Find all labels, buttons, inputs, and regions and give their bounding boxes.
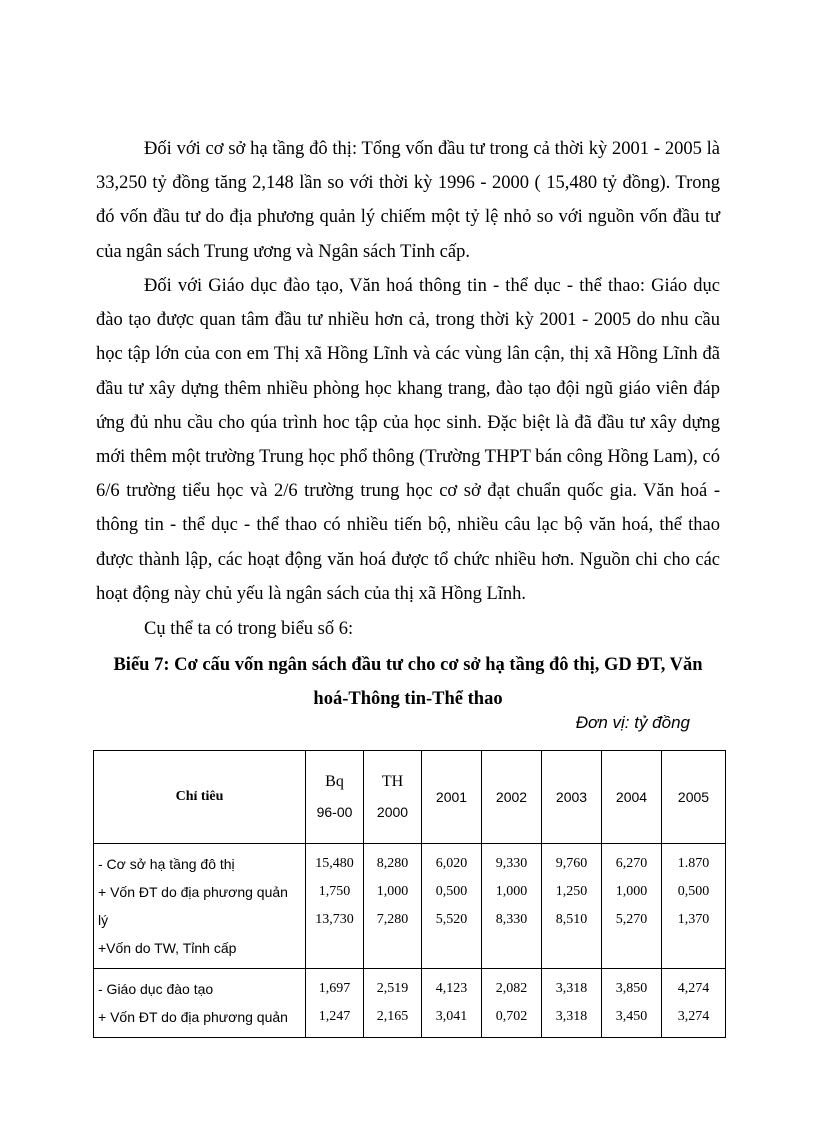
table-header-row — [94, 751, 726, 844]
row1-th — [364, 844, 422, 969]
header-bq-bottom: 96-00 — [316, 804, 353, 820]
value: 1.870 — [677, 856, 710, 871]
value: 1,000 — [376, 884, 409, 899]
value: 1,370 — [677, 912, 710, 927]
value: 1,247 — [318, 1009, 351, 1024]
header-2002: 2002 — [482, 751, 542, 844]
paragraph-infrastructure: Đối với cơ sở hạ tầng đô thị: Tổng vốn đầu tư trong cả thời kỳ 2001 - 2005 là 33,250 tỷ đồng tăng 2,148 lần so với thời kỳ 1996 - 2000 ( 15,480 tỷ đồng). Trong đó vốn đầu tư do địa phương quản lý chiếm một tỷ lệ nhỏ so với nguồn vốn đầu tư của ngân sách Trung ương và Ngân sách Tỉnh cấp. — [96, 139, 720, 262]
value: 8,330 — [495, 912, 528, 927]
value: 0,500 — [435, 884, 468, 899]
header-bq-top: Bq — [325, 773, 344, 790]
investment-table — [93, 750, 726, 1038]
row2-sublabel: + Vốn ĐT do địa phương quản — [98, 1009, 288, 1025]
table-row-infrastructure — [94, 844, 726, 969]
header-2004: 2004 — [602, 751, 662, 844]
header-th-top: TH — [381, 773, 404, 790]
value: 9,760 — [555, 856, 588, 871]
row1-2004 — [602, 844, 662, 969]
header-th-bottom: 2000 — [376, 804, 409, 820]
row1-sublabel: + Vốn ĐT do địa phương quản — [98, 884, 288, 900]
header-bq — [306, 751, 364, 844]
header-th — [364, 751, 422, 844]
row2-2002 — [482, 969, 542, 1038]
value: 0,500 — [677, 884, 710, 899]
row1-sublabel-cont: lý — [98, 912, 109, 928]
value: 2,082 — [495, 981, 528, 996]
row2-2001 — [422, 969, 482, 1038]
row1-sublabel-2: +Vốn do TW, Tỉnh cấp — [98, 940, 237, 956]
paragraph-education: Đối với Giáo dục đào tạo, Văn hoá thông tin - thể dục - thể thao: Giáo dục đào tạo được quan tâm đầu tư nhiều hơn cả, trong thời kỳ 2001 - 2005 do nhu cầu học tập lớn của con em Thị xã Hồng Lĩnh và các vùng lân cận, thị xã Hồng Lĩnh đã đầu tư xây dựng thêm nhiều phòng học khang trang, đào tạo đội ngũ giáo viên đáp ứng đủ nhu cầu cho qúa trình hoc tập của học sinh. Đặc biệt là đã đầu tư xây dựng mới thêm một trường Trung học phổ thông (Trường THPT bán công Hồng Lam), có 6/6 trường tiểu học và 2/6 trường trung học cơ sở đạt chuẩn quốc gia. Văn hoá - thông tin - thể dục - thể thao có nhiều tiến bộ, nhiều câu lạc bộ văn hoá, thể thao được thành lập, các hoạt động văn hoá được tổ chức nhiều hơn. Nguồn chi cho các hoạt động này chủ yếu là ngân sách của thị xã Hồng Lĩnh. — [96, 276, 720, 604]
row2-bq — [306, 969, 364, 1038]
value: 9,330 — [495, 856, 528, 871]
unit-label: Đơn vị: tỷ đồng — [575, 713, 690, 732]
value: 1,000 — [495, 884, 528, 899]
value: 2,165 — [376, 1009, 409, 1024]
table-title — [96, 648, 720, 716]
value: 6,270 — [615, 856, 648, 871]
value: 3,450 — [615, 1009, 648, 1024]
value: 5,520 — [435, 912, 468, 927]
row1-labels — [94, 844, 306, 969]
value: 5,270 — [615, 912, 648, 927]
value: 3,041 — [435, 1009, 468, 1024]
row2-2004 — [602, 969, 662, 1038]
value: 0,702 — [495, 1009, 528, 1024]
header-2003: 2003 — [542, 751, 602, 844]
row2-th — [364, 969, 422, 1038]
value: 8,510 — [555, 912, 588, 927]
value: 15,480 — [315, 856, 354, 871]
row1-2001 — [422, 844, 482, 969]
row1-2002 — [482, 844, 542, 969]
value: 1,750 — [318, 884, 351, 899]
row2-2003 — [542, 969, 602, 1038]
table-row-education — [94, 969, 726, 1038]
header-indicator: Chỉ tiêu — [94, 751, 306, 844]
value: 6,020 — [435, 856, 468, 871]
value: 1,697 — [318, 981, 351, 996]
table-title-line1: Biểu 7: Cơ cấu vốn ngân sách đầu tư cho cơ sở hạ tầng đô thị, GD ĐT, Văn — [113, 655, 703, 675]
row1-label: - Cơ sở hạ tầng đô thị — [98, 856, 235, 872]
value: 3,318 — [555, 1009, 588, 1024]
row1-2003 — [542, 844, 602, 969]
row2-labels — [94, 969, 306, 1038]
table-title-line2: hoá-Thông tin-Thể thao — [313, 689, 503, 709]
row2-label: - Giáo dục đào tạo — [98, 981, 214, 997]
header-2005: 2005 — [662, 751, 726, 844]
value: 3,318 — [555, 981, 588, 996]
row1-2005 — [662, 844, 726, 969]
value: 1,000 — [615, 884, 648, 899]
value: 4,274 — [677, 981, 710, 996]
value: 1,250 — [555, 884, 588, 899]
value: 2,519 — [376, 981, 409, 996]
value: 4,123 — [435, 981, 468, 996]
paragraph-reference: Cụ thể ta có trong biểu số 6: — [144, 619, 354, 639]
value: 8,280 — [376, 856, 409, 871]
header-2001: 2001 — [422, 751, 482, 844]
value: 13,730 — [315, 912, 354, 927]
value: 7,280 — [376, 912, 409, 927]
value: 3,274 — [677, 1009, 710, 1024]
value: 3,850 — [615, 981, 648, 996]
row2-2005 — [662, 969, 726, 1038]
row1-bq — [306, 844, 364, 969]
